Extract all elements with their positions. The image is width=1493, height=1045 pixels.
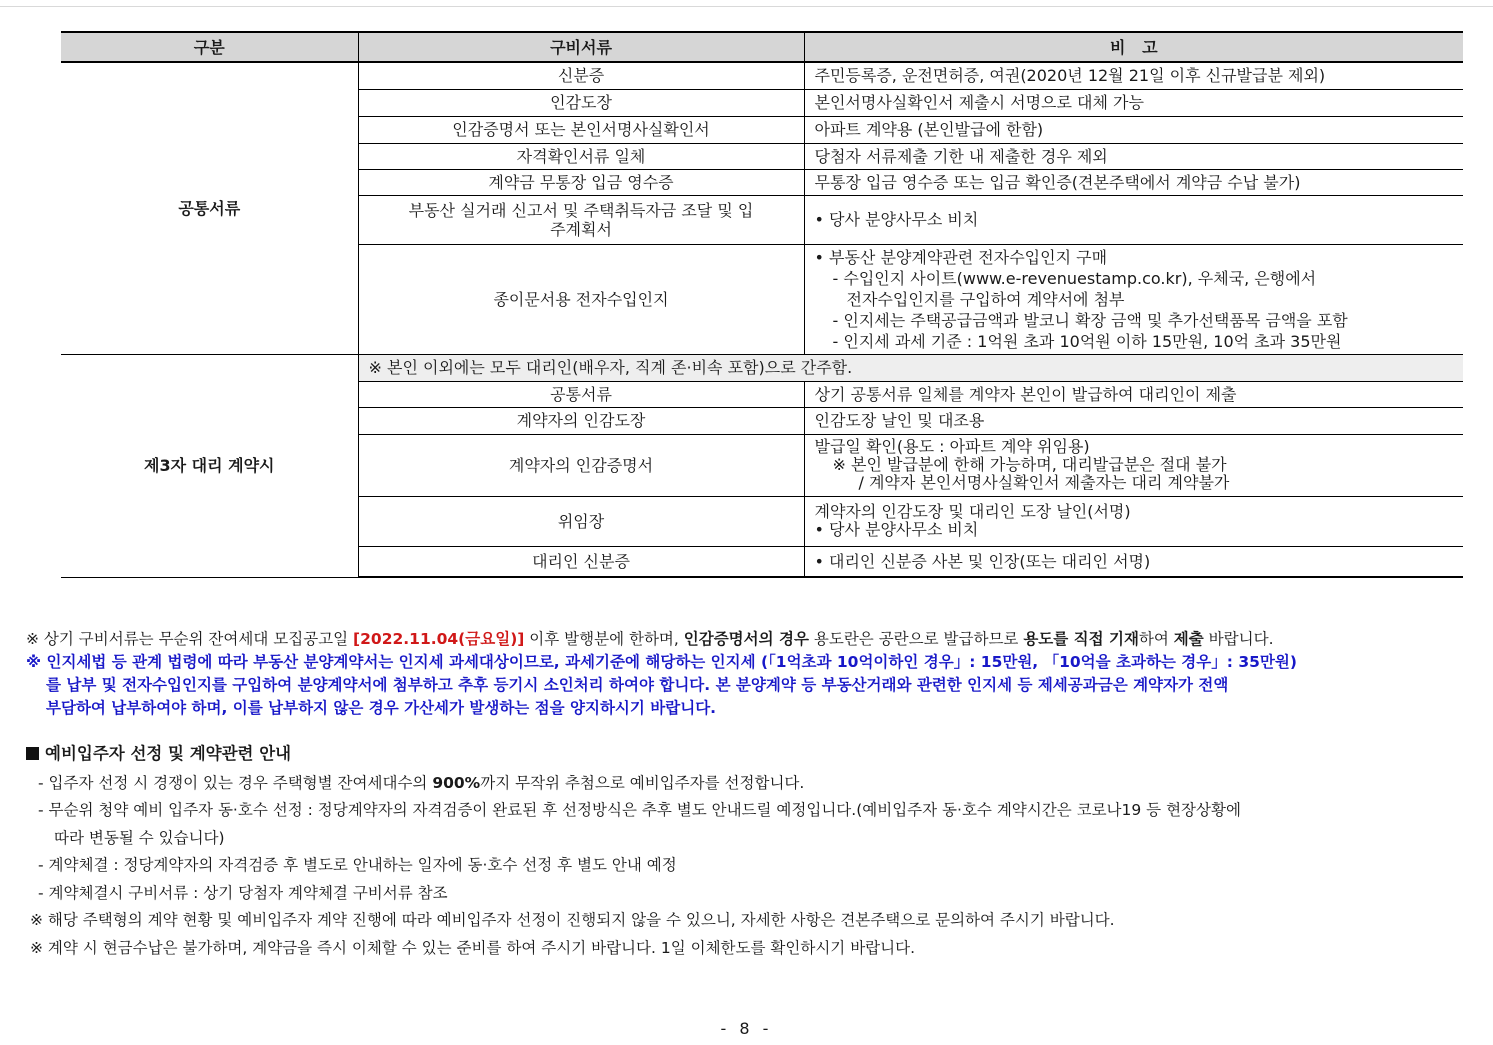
note-text: 이후 발행분에 한하며,: [524, 630, 684, 648]
stamp-line: 전자수입인지를 구입하여 계약서에 첨부: [846, 289, 1125, 309]
doc-item: 신분증: [358, 62, 804, 89]
page-number: - 8 -: [720, 1019, 773, 1038]
doc-note: 주민등록증, 운전면허증, 여권(2020년 12월 21일 이후 신규발급분 제외): [804, 62, 1463, 89]
table-row: [61, 62, 1463, 89]
top-divider: [0, 6, 1493, 7]
doc-note: 아파트 계약용 (본인발급에 한함): [804, 116, 1463, 143]
section-line: [26, 770, 1466, 798]
doc-item: 인감도장: [358, 89, 804, 116]
document-notes: [26, 628, 1466, 720]
note-line: • 당사 분양사무소 비치: [814, 520, 979, 539]
square-bullet-icon: [26, 747, 39, 760]
section-line: - 무순위 청약 예비 입주자 동·호수 선정 : 정당계약자의 자격검증이 완료된 후 선정방식은 추후 별도 안내드릴 예정입니다.(예비입주자 동·호수 계약시간은 코로나19 등 현장상황에: [38, 801, 1241, 819]
table-header-row: [61, 32, 1463, 62]
stamp-tax-notice: 부담하여 납부하여야 하며, 이를 납부하지 않은 경우 가산세가 발생하는 점을 양지하시기 바랍니다.: [46, 699, 717, 717]
stamp-line: • 부동산 분양계약관련 전자수입인지 구매: [814, 247, 1108, 267]
note-line: / 계약자 본인서명사실확인서 제출자는 대리 계약불가: [858, 473, 1230, 492]
header-documents: 구비서류: [358, 32, 804, 62]
note-emphasis: 용도를 직접 기재: [1023, 630, 1139, 648]
note-text: 용도란은 공란으로 발급하므로: [808, 630, 1024, 648]
doc-note: [804, 496, 1463, 546]
doc-note: 무통장 입금 영수증 또는 입금 확인증(견본주택에서 계약금 수납 불가): [804, 169, 1463, 195]
line-emphasis: 900%: [432, 773, 481, 792]
note-text: ※ 상기 구비서류는 무순위 잔여세대 모집공고일: [26, 630, 354, 648]
stamp-line: - 인지세 과세 기준 : 1억원 초과 10억원 이하 15만원, 10억 초과 35만원: [832, 331, 1342, 351]
section-line: - 계약체결 : 정당계약자의 자격검증 후 별도로 안내하는 일자에 동·호수 선정 후 별도 안내 예정: [38, 856, 677, 874]
note-text: 하여: [1138, 630, 1174, 648]
line-text: 까지 무작위 추첨으로 예비입주자를 선정합니다.: [480, 773, 805, 792]
doc-note: 인감도장 날인 및 대조용: [804, 407, 1463, 434]
section-line: ※ 해당 주택형의 계약 현황 및 예비입주자 계약 진행에 따라 예비입주자 선정이 진행되지 않을 수 있으니, 자세한 사항은 견본주택으로 문의하여 주시기 바랍니다.: [30, 911, 1115, 929]
category-common: 공통서류: [61, 62, 358, 354]
doc-item: 종이문서용 전자수입인지: [358, 244, 804, 354]
note-paragraph: [26, 628, 1466, 651]
table-row: [61, 354, 1463, 381]
note-line: 발급일 확인(용도 : 아파트 계약 위임용): [814, 437, 1090, 456]
section-title: [26, 740, 1466, 768]
doc-note: • 대리인 신분증 사본 및 인장(또는 대리인 서명): [804, 546, 1463, 577]
doc-note: 상기 공통서류 일체를 계약자 본인이 발급하여 대리인이 제출: [804, 381, 1463, 407]
note-line: ※ 본인 발급분에 한해 가능하며, 대리발급분은 절대 불가: [832, 455, 1227, 474]
line-text: - 입주자 선정 시 경쟁이 있는 경우 주택형별 잔여세대수의: [38, 773, 433, 792]
section-line: ※ 계약 시 현금수납은 불가하며, 계약금을 즉시 이체할 수 있는 준비를 하여 주시기 바랍니다. 1일 이체한도를 확인하시기 바랍니다.: [30, 938, 916, 957]
doc-note: 당첨자 서류제출 기한 내 제출한 경우 제외: [804, 143, 1463, 169]
doc-note: • 당사 분양사무소 비치: [804, 195, 1463, 244]
doc-item: 계약자의 인감도장: [358, 407, 804, 434]
section-title-text: 예비입주자 선정 및 계약관련 안내: [45, 744, 292, 763]
doc-note-stamp: [804, 244, 1463, 354]
header-category: 구분: [61, 32, 358, 62]
note-text: 바랍니다.: [1203, 630, 1274, 648]
doc-item: 위임장: [358, 496, 804, 546]
doc-note: [804, 434, 1463, 496]
stamp-line: - 수입인지 사이트(www.e-revenuestamp.co.kr), 우체국, 은행에서: [832, 268, 1317, 288]
stamp-line: - 인지세는 주택공급금액과 발코니 확장 금액 및 추가선택품목 금액을 포함: [832, 310, 1348, 330]
doc-item: 대리인 신분증: [358, 546, 804, 577]
doc-item: 인감증명서 또는 본인서명사실확인서: [358, 116, 804, 143]
doc-item: 부동산 실거래 신고서 및 주택취득자금 조달 및 입주계획서: [358, 195, 804, 244]
reserve-tenant-section: [26, 740, 1466, 962]
note-line: 계약자의 인감도장 및 대리인 도장 날인(서명): [814, 502, 1131, 521]
stamp-tax-notice: ※ 인지세법 등 관계 법령에 따라 부동산 분양계약서는 인지세 과세대상이므로, 과세기준에 해당하는 인지세 (「1억초과 10억이하인 경우」: 15만원, 「10억을 초과하는 경우」: 35만원): [26, 653, 1297, 671]
note-emphasis: 인감증명서의 경우: [683, 630, 809, 648]
proxy-notice: ※ 본인 이외에는 모두 대리인(배우자, 직계 존·비속 포함)으로 간주함.: [358, 354, 1463, 381]
doc-note: 본인서명사실확인서 제출시 서명으로 대체 가능: [804, 89, 1463, 116]
doc-item: 계약금 무통장 입금 영수증: [358, 169, 804, 195]
doc-item: 공통서류: [358, 381, 804, 407]
section-line: - 계약체결시 구비서류 : 상기 당첨자 계약체결 구비서류 참조: [38, 883, 448, 902]
note-emphasis: 제출: [1173, 630, 1204, 648]
announcement-date: [2022.11.04(금요일)]: [353, 630, 525, 648]
category-proxy: 제3자 대리 계약시: [61, 354, 358, 577]
doc-item: 자격확인서류 일체: [358, 143, 804, 169]
section-line: 따라 변동될 수 있습니다): [54, 828, 225, 847]
required-documents-table: [61, 31, 1463, 578]
doc-item: 계약자의 인감증명서: [358, 434, 804, 496]
header-remarks: 비 고: [804, 32, 1463, 62]
stamp-tax-notice: 를 납부 및 전자수입인지를 구입하여 분양계약서에 첨부하고 추후 등기시 소인처리 하여야 합니다. 본 분양계약 등 부동산거래와 관련한 인지세 등 제세공과금은 계약자가 전액: [46, 676, 1229, 694]
